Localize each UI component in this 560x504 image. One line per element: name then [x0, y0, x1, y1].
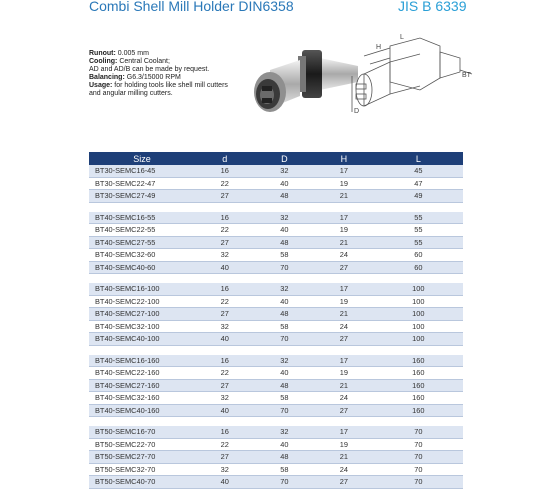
cell-value: 160	[374, 392, 463, 405]
cell-value: 24	[314, 249, 374, 262]
cell-value: 21	[314, 236, 374, 249]
table-row	[89, 426, 463, 438]
cell-value: 19	[314, 438, 374, 451]
header-D: D	[255, 152, 315, 165]
table-row	[89, 177, 463, 190]
cell-value: 40	[195, 476, 255, 489]
size-table	[89, 152, 463, 489]
cell-size: BT40-SEMC16-100	[89, 283, 195, 295]
table-row	[89, 438, 463, 451]
cell-value: 27	[195, 190, 255, 203]
cell-value: 17	[314, 212, 374, 224]
cell-value: 47	[374, 177, 463, 190]
header-L: L	[374, 152, 463, 165]
table-row	[89, 404, 463, 417]
table-row	[89, 392, 463, 405]
cell-value: 22	[195, 224, 255, 237]
group-spacer	[89, 274, 463, 284]
cell-value: 19	[314, 224, 374, 237]
cell-value: 27	[314, 476, 374, 489]
table-row	[89, 463, 463, 476]
drawing-label-d: D	[354, 108, 360, 115]
cell-value: 48	[255, 308, 315, 321]
cell-size: BT40-SEMC32-160	[89, 392, 195, 405]
cell-value: 16	[195, 355, 255, 367]
cell-size: BT40-SEMC40-60	[89, 261, 195, 274]
cell-value: 40	[255, 177, 315, 190]
cell-value: 22	[195, 367, 255, 380]
table-row	[89, 451, 463, 464]
cell-value: 40	[255, 438, 315, 451]
cell-size: BT40-SEMC40-160	[89, 404, 195, 417]
cell-value: 55	[374, 236, 463, 249]
cell-size: BT50-SEMC40-70	[89, 476, 195, 489]
cell-value: 21	[314, 190, 374, 203]
cell-size: BT50-SEMC27-70	[89, 451, 195, 464]
cell-value: 24	[314, 320, 374, 333]
cell-value: 32	[255, 212, 315, 224]
table-row	[89, 261, 463, 274]
cell-value: 27	[314, 333, 374, 346]
cell-value: 58	[255, 320, 315, 333]
cell-value: 32	[195, 320, 255, 333]
cell-value: 17	[314, 283, 374, 295]
spec-cooling	[89, 58, 239, 66]
cell-value: 48	[255, 190, 315, 203]
cell-value: 32	[255, 165, 315, 177]
cell-size: BT40-SEMC22-100	[89, 295, 195, 308]
cell-value: 21	[314, 379, 374, 392]
cell-size: BT30-SEMC22-47	[89, 177, 195, 190]
cell-value: 70	[255, 404, 315, 417]
cell-value: 70	[374, 451, 463, 464]
cell-value: 21	[314, 451, 374, 464]
spec-value: G6.3/15000 RPM	[126, 74, 181, 81]
cell-value: 160	[374, 404, 463, 417]
cell-value: 58	[255, 463, 315, 476]
cell-value: 45	[374, 165, 463, 177]
cell-value: 16	[195, 283, 255, 295]
cell-value: 32	[195, 392, 255, 405]
cell-value: 160	[374, 367, 463, 380]
cell-value: 27	[195, 451, 255, 464]
cell-value: 19	[314, 367, 374, 380]
cell-value: 22	[195, 438, 255, 451]
cell-size: BT40-SEMC32-60	[89, 249, 195, 262]
cell-size: BT50-SEMC22-70	[89, 438, 195, 451]
cell-size: BT50-SEMC32-70	[89, 463, 195, 476]
table-row	[89, 295, 463, 308]
spec-label: Runout:	[89, 50, 116, 57]
cell-value: 16	[195, 212, 255, 224]
standard-label: JIS B 6339	[398, 0, 467, 14]
cell-value: 100	[374, 320, 463, 333]
cell-value: 24	[314, 392, 374, 405]
header-H: H	[314, 152, 374, 165]
cell-value: 32	[195, 463, 255, 476]
table-row	[89, 236, 463, 249]
group-spacer	[89, 202, 463, 212]
spec-label: Balancing:	[89, 74, 125, 81]
cell-size: BT40-SEMC16-55	[89, 212, 195, 224]
spec-usage	[89, 82, 239, 98]
cell-value: 70	[255, 476, 315, 489]
spec-list	[89, 50, 239, 98]
table-row	[89, 367, 463, 380]
table-header-row	[89, 152, 463, 165]
table-row	[89, 249, 463, 262]
cell-value: 32	[255, 355, 315, 367]
cell-value: 100	[374, 283, 463, 295]
cell-value: 32	[195, 249, 255, 262]
cell-value: 27	[195, 308, 255, 321]
cell-value: 40	[255, 295, 315, 308]
cell-value: 48	[255, 451, 315, 464]
cell-value: 160	[374, 379, 463, 392]
drawing-label-bt: BT	[462, 72, 471, 79]
cell-value: 40	[255, 367, 315, 380]
cell-value: 100	[374, 295, 463, 308]
table-row	[89, 190, 463, 203]
spec-cooling-note	[89, 66, 239, 74]
table-row	[89, 333, 463, 346]
cell-size: BT30-SEMC16-45	[89, 165, 195, 177]
cell-value: 55	[374, 224, 463, 237]
cell-size: BT40-SEMC27-55	[89, 236, 195, 249]
cell-value: 16	[195, 426, 255, 438]
cell-size: BT30-SEMC27-49	[89, 190, 195, 203]
cell-value: 40	[255, 224, 315, 237]
cell-value: 16	[195, 165, 255, 177]
cell-value: 22	[195, 177, 255, 190]
dimension-drawing-icon	[350, 34, 480, 134]
cell-value: 70	[374, 426, 463, 438]
cell-value: 49	[374, 190, 463, 203]
cell-value: 70	[374, 463, 463, 476]
cell-value: 17	[314, 165, 374, 177]
cell-value: 24	[314, 463, 374, 476]
spec-label: Cooling:	[89, 58, 118, 65]
table-row	[89, 308, 463, 321]
table-row	[89, 476, 463, 489]
cell-value: 100	[374, 333, 463, 346]
cell-value: 60	[374, 249, 463, 262]
cell-value: 27	[195, 236, 255, 249]
cell-size: BT40-SEMC32-100	[89, 320, 195, 333]
cell-value: 27	[314, 404, 374, 417]
group-spacer	[89, 345, 463, 355]
cell-value: 160	[374, 355, 463, 367]
header-size: Size	[89, 152, 195, 165]
cell-value: 17	[314, 355, 374, 367]
table-row	[89, 320, 463, 333]
cell-value: 32	[255, 283, 315, 295]
cell-value: 70	[255, 333, 315, 346]
cell-value: 48	[255, 236, 315, 249]
cell-value: 60	[374, 261, 463, 274]
drawing-label-l: L	[400, 34, 404, 41]
table-row	[89, 379, 463, 392]
cell-value: 58	[255, 249, 315, 262]
page-title: Combi Shell Mill Holder DIN6358	[89, 0, 294, 14]
cell-value: 58	[255, 392, 315, 405]
cell-size: BT40-SEMC27-100	[89, 308, 195, 321]
cell-size: BT40-SEMC22-55	[89, 224, 195, 237]
tool-holder-photo-icon	[240, 36, 365, 126]
cell-size: BT40-SEMC16-160	[89, 355, 195, 367]
spec-value: for holding tools like shell mill cutters and angular milling cutters.	[89, 82, 228, 97]
table-row	[89, 165, 463, 177]
spec-value: 0.005 mm	[117, 50, 149, 57]
table-row	[89, 224, 463, 237]
table-row	[89, 355, 463, 367]
cell-size: BT40-SEMC27-160	[89, 379, 195, 392]
spec-runout	[89, 50, 239, 58]
table-row	[89, 283, 463, 295]
cell-size: BT50-SEMC16-70	[89, 426, 195, 438]
cell-value: 19	[314, 177, 374, 190]
cell-value: 32	[255, 426, 315, 438]
cell-value: 21	[314, 308, 374, 321]
cell-value: 22	[195, 295, 255, 308]
group-spacer	[89, 417, 463, 427]
spec-label: Usage:	[89, 82, 113, 89]
cell-size: BT40-SEMC40-100	[89, 333, 195, 346]
spec-value: AD and AD/B can be made by request.	[89, 66, 210, 73]
cell-value: 48	[255, 379, 315, 392]
cell-value: 70	[374, 476, 463, 489]
cell-value: 55	[374, 212, 463, 224]
cell-value: 40	[195, 404, 255, 417]
cell-value: 70	[255, 261, 315, 274]
spec-balancing	[89, 74, 239, 82]
cell-value: 100	[374, 308, 463, 321]
drawing-label-h: H	[376, 44, 382, 51]
cell-value: 19	[314, 295, 374, 308]
cell-value: 27	[314, 261, 374, 274]
cell-value: 40	[195, 333, 255, 346]
cell-value: 17	[314, 426, 374, 438]
cell-value: 70	[374, 438, 463, 451]
table-row	[89, 212, 463, 224]
spec-value: Central Coolant;	[119, 58, 170, 65]
cell-value: 27	[195, 379, 255, 392]
cell-size: BT40-SEMC22-160	[89, 367, 195, 380]
header-d: d	[195, 152, 255, 165]
cell-value: 40	[195, 261, 255, 274]
